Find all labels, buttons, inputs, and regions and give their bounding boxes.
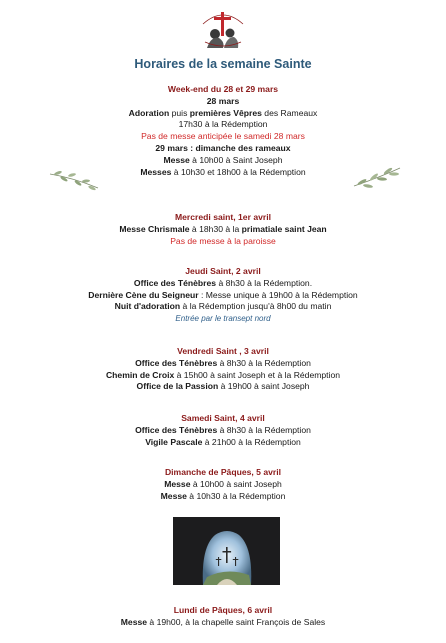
olive-branch-icon [352,164,402,190]
page-title: Horaires de la semaine Sainte [134,57,312,71]
easter-section [0,467,446,502]
last-supper-line: Dernière Cène du Seigneur : Messe unique à 19h00 à la Rédemption [88,289,358,300]
olive-branch-icon [48,166,100,192]
mass-line-1: Messe à 10h00 à Saint Joseph [163,154,283,165]
chrism-mass-line: Messe Chrismale à 18h30 à la primatiale saint Jean [119,223,327,234]
friday-section [0,346,446,393]
thursday-section [0,266,446,325]
monday-section [0,605,446,629]
friday-heading: Vendredi Saint , 3 avril [177,346,269,356]
saturday-tenebrae-line: Office des Ténèbres à 8h30 à la Rédemption [135,424,311,435]
weekend-date2: 29 mars : dimanche des rameaux [155,142,291,153]
empty-tomb-crosses-image [173,517,280,585]
adoration-time: 17h30 à la Rédemption [178,119,268,130]
no-parish-mass: Pas de messe à la paroisse [170,235,276,246]
passion-line: Office de la Passion à 19h00 à saint Joseph [136,381,310,392]
easter-heading: Dimanche de Pâques, 5 avril [164,467,282,477]
weekend-heading: Week-end du 28 et 29 mars [167,84,279,94]
friday-tenebrae-line: Office des Ténèbres à 8h30 à la Rédemption [135,357,311,368]
thursday-heading: Jeudi Saint, 2 avril [185,266,261,276]
saturday-section [0,413,446,448]
monday-heading: Lundi de Pâques, 6 avril [173,605,273,615]
entrance-note: Entrée par le transept nord [175,314,271,324]
easter-mass-2: Messe à 10h30 à la Rédemption [160,490,286,501]
stations-line: Chemin de Croix à 15h00 à saint Joseph et à la Rédemption [105,369,341,380]
weekend-date1: 28 mars [206,95,240,106]
easter-mass-1: Messe à 10h00 à saint Joseph [164,478,282,489]
adoration-night-line: Nuit d'adoration à la Rédemption jusqu'à 8h00 du matin [114,301,332,312]
no-mass-notice: Pas de messe anticipée le samedi 28 mars [141,131,305,142]
saturday-heading: Samedi Saint, 4 avril [181,413,265,423]
wednesday-section [0,212,446,247]
mass-line-2: Messes à 10h30 et 18h00 à la Rédemption [140,166,306,177]
parish-logo-icon [197,6,249,50]
monday-mass-line: Messe à 19h00, à la chapelle saint François de Sales [120,616,326,627]
tenebrae-line: Office des Ténèbres à 8h30 à la Rédemption. [133,277,313,288]
vigil-line: Vigile Pascale à 21h00 à la Rédemption [145,436,301,447]
wednesday-heading: Mercredi saint, 1er avril [174,212,271,222]
adoration-line: Adoration puis premières Vêpres des Rameaux [128,107,318,118]
